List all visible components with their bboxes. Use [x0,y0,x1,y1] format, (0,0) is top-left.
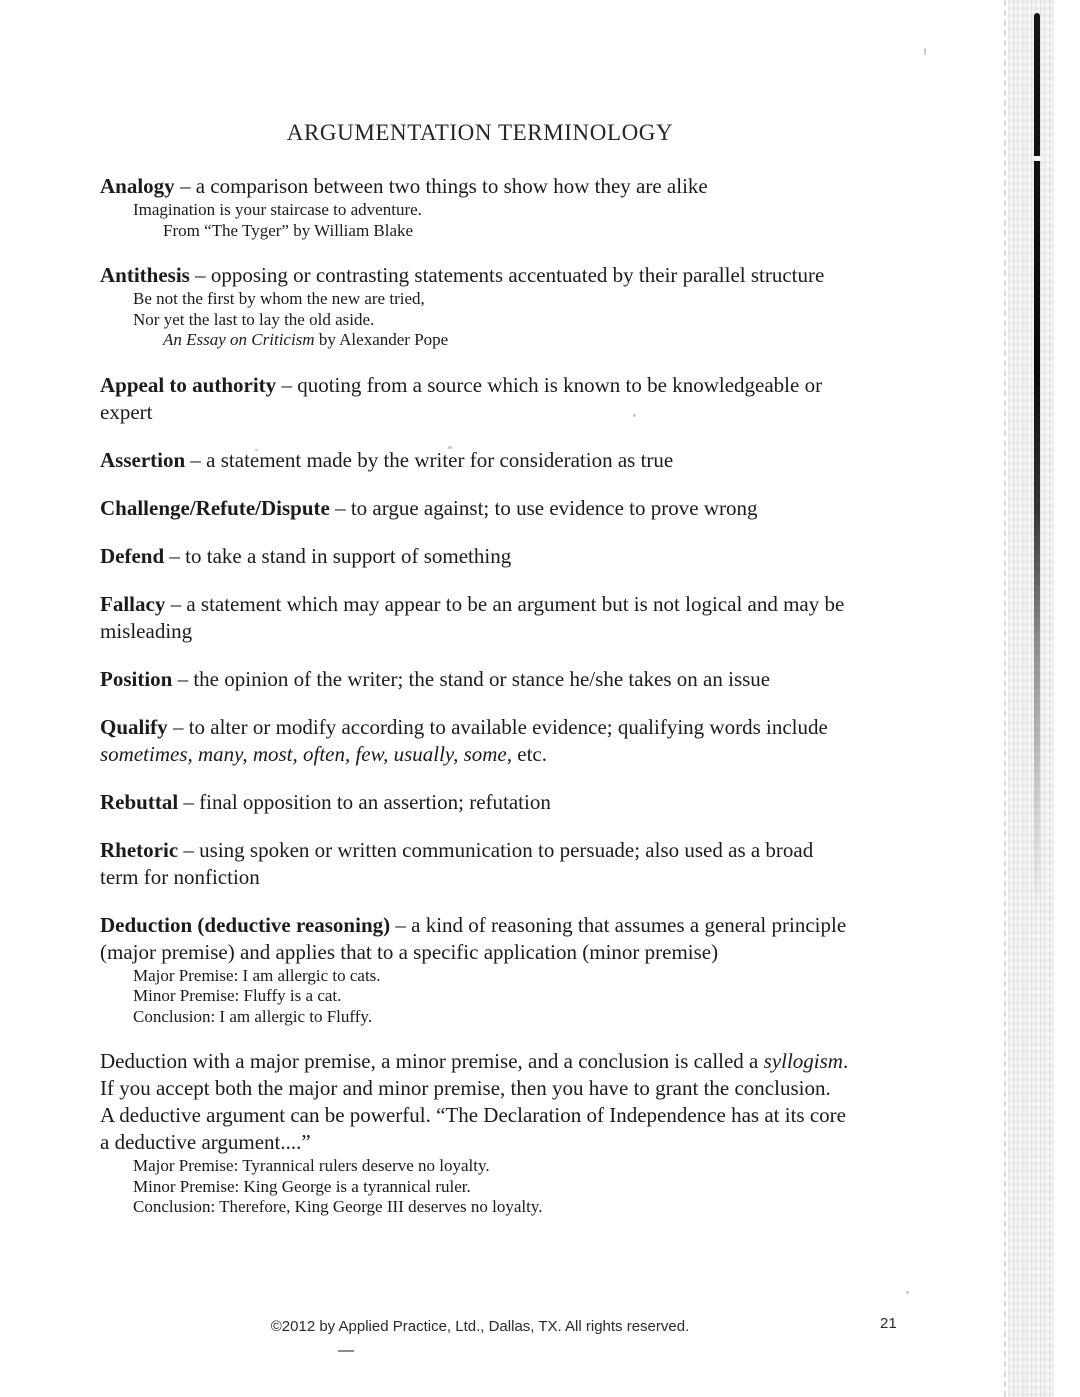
text-segment: An Essay on Criticism [163,330,315,349]
definition-line [100,912,970,939]
terminology-list [100,173,970,1218]
definition-line [100,666,970,693]
definition-line [100,1129,970,1156]
definition-line [100,864,970,891]
definition-line [100,618,970,645]
text-segment: From “The Tyger” by William Blake [163,220,414,240]
text-segment: term for nonfiction [100,864,260,889]
example-line [100,289,970,310]
example-line [100,966,970,987]
text-segment: syllogism [763,1049,843,1073]
text-segment: a deductive argument....” [100,1130,311,1154]
text-segment: Major Premise: I am allergic to cats. [133,965,381,985]
term-text: Antithesis [100,263,190,287]
page-number: 21 [880,1315,897,1332]
term-text: Defend [100,543,165,568]
text-segment: – the opinion of the writer; the stand or stance he/she takes on an issue [172,666,771,691]
definition-line [100,399,970,426]
text-segment: expert [100,399,153,424]
example-line [100,986,970,1007]
definition-line [100,837,970,864]
text-segment: If you accept both the major and minor premise, then you have to grant the conclusion. [100,1076,831,1100]
definition-line [100,543,970,570]
example-line [100,1177,970,1198]
text-segment: Be not the first by whom the new are tried, [133,289,425,308]
definition-line [100,447,970,474]
text-segment: Major Premise: Tyrannical rulers deserve no loyalty. [133,1156,490,1175]
example-line [100,310,970,331]
text-segment: Conclusion: Therefore, King George III deserves no loyalty. [133,1197,543,1216]
scan-speck [924,48,926,55]
definition-line [100,1075,970,1102]
paragraph-block [100,1048,970,1218]
term-text: Appeal to authority [100,372,277,397]
definition-line [100,1048,970,1075]
footer-copyright: ©2012 by Applied Practice, Ltd., Dallas, TX. All rights reserved. [270,1318,690,1335]
page-title: ARGUMENTATION TERMINOLOGY [286,120,674,145]
text-segment: Minor Premise: King George is a tyrannical ruler. [133,1176,471,1196]
terminology-entry [100,372,970,426]
text-segment: – quoting from a source which is known to be knowledgeable or [276,372,823,397]
text-segment: – a kind of reasoning that assumes a general principle [390,912,847,937]
text-segment: – a statement which may appear to be an argument but is not logical and may be [165,591,845,616]
example-line [100,330,970,351]
terminology-entry [100,912,970,1028]
text-segment: misleading [100,618,193,643]
text-segment: Deduction with a major premise, a minor premise, and a conclusion is called a [100,1049,764,1073]
example-line [100,200,970,221]
document-content [100,120,970,1239]
text-segment: A deductive argument can be powerful. “The Declaration of Independence has at its core [100,1103,846,1127]
term-text: Qualify [100,714,168,739]
text-segment: Imagination is your staircase to adventure. [133,200,422,219]
definition-line [100,741,970,768]
terminology-entry [100,591,970,645]
term-text: Rhetoric [100,837,179,862]
terminology-entry [100,173,970,241]
terminology-entry [100,447,970,474]
text-segment: (major premise) and applies that to a specific application (minor premise) [100,939,719,964]
definition-line [100,495,970,522]
term-text: Assertion [100,447,186,472]
text-segment: – final opposition to an assertion; refutation [178,789,551,814]
term-text: Deduction (deductive reasoning) [100,912,391,937]
definition-line [100,262,970,289]
text-segment: – opposing or contrasting statements accentuated by their parallel structure [189,263,825,287]
text-segment: – a comparison between two things to show how they are alike [174,174,708,198]
example-line [100,1156,970,1177]
scan-mark-dash [338,1350,354,1352]
scan-edge-dashed-line [1004,0,1006,1397]
terminology-entry [100,262,970,351]
scan-edge-band [1008,0,1054,1397]
term-text: Fallacy [100,591,166,616]
terminology-entry [100,837,970,891]
term-text: Rebuttal [100,789,179,814]
text-segment: Minor Premise: Fluffy is a cat. [133,986,342,1005]
text-segment: – to argue against; to use evidence to prove wrong [329,495,758,520]
example-line [100,221,970,242]
terminology-entry [100,543,970,570]
text-segment: . [842,1049,849,1073]
text-segment: Conclusion: I am allergic to Fluffy. [133,1006,373,1026]
definition-line [100,591,970,618]
terminology-entry [100,495,970,522]
text-segment: etc. [512,741,547,766]
definition-line [100,173,970,200]
term-text: Position [100,666,173,691]
term-text: Challenge/Refute/Dispute [100,495,330,520]
text-segment: Nor yet the last to lay the old aside. [133,309,375,329]
definition-line [100,1102,970,1129]
text-segment: – to alter or modify according to available evidence; qualifying words include [167,714,828,739]
text-segment: – a statement made by the writer for consideration as true [185,447,674,472]
definition-line [100,789,970,816]
definition-line [100,939,970,966]
text-segment: – using spoken or written communication to persuade; also used as a broad [178,837,814,862]
terminology-entry [100,714,970,768]
definition-line [100,714,970,741]
text-segment: – to take a stand in support of something [164,543,512,568]
terminology-entry [100,666,970,693]
example-line [100,1197,970,1218]
text-segment: sometimes, many, most, often, few, usually, some, [100,741,512,766]
example-line [100,1007,970,1028]
terminology-entry [100,789,970,816]
scan-speck [906,1291,909,1294]
term-text: Analogy [100,174,175,198]
text-segment: by Alexander Pope [314,330,449,349]
definition-line [100,372,970,399]
scan-edge-black-line [1034,13,1040,913]
scan-line-gap [1032,156,1042,161]
